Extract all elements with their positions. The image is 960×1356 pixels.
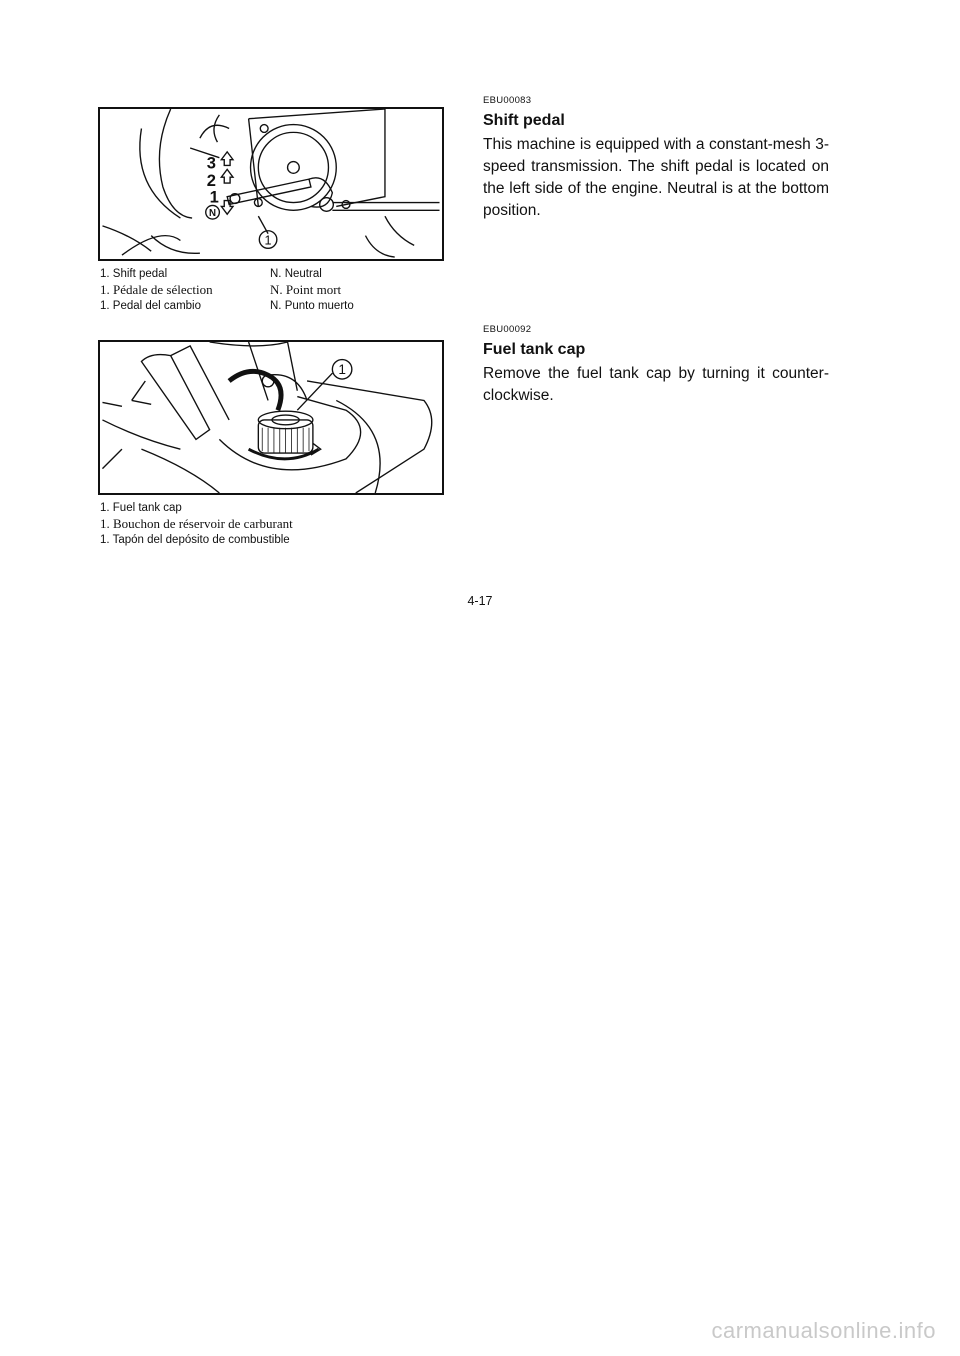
section-code: EBU00083 [483,95,532,106]
fuel-tank-cap-drawing [100,342,442,493]
caption-text: N. Punto muerto [270,300,354,312]
gear-mark-2: 2 [206,170,216,190]
section-code: EBU00092 [483,324,532,335]
caption-text: 1. Bouchon de réservoir de carburant [100,516,293,531]
caption-text: 1. Shift pedal [100,268,168,280]
section-body: This machine is equipped with a constant-mesh 3-speed transmission. The shift pedal is located on the left side of the engine. Neutral is at the bottom position. [483,136,829,219]
up-arrow-icon [221,169,233,183]
caption-row-en [100,266,354,282]
gear-mark-1: 1 [209,187,219,207]
caption-text: 1. Fuel tank cap [100,502,182,514]
caption-row-es [100,532,293,548]
caption-text: N. Point mort [270,282,342,297]
caption-text: 1. Tapón del depósito de combustible [100,534,290,546]
gear-mark-3: 3 [206,153,216,173]
caption-row-fr [100,516,293,532]
shift-pedal-drawing [100,109,442,259]
page-number: 4-17 [467,594,493,608]
section-body: Remove the fuel tank cap by turning it counter-clockwise. [483,365,829,404]
caption-row-es [100,298,354,314]
shift-pedal-illustration [98,107,444,261]
callout-1: 1 [264,233,272,248]
caption-text: 1. Pedal del cambio [100,300,202,312]
caption-text: 1. Pédale de sélection [100,282,213,297]
caption-row-fr [100,282,354,298]
fuel-tank-cap-illustration [98,340,444,495]
gear-mark-n: N [209,208,217,220]
callout-1: 1 [338,362,346,378]
shift-pedal-caption [100,266,354,314]
section-heading: Fuel tank cap [483,341,586,358]
caption-row-en [100,500,293,516]
section-fuel-tank-cap [483,324,829,407]
caption-text: N. Neutral [270,268,322,280]
section-shift-pedal [483,95,829,222]
fuel-tank-cap-caption [100,500,293,548]
up-arrow-icon [221,152,233,166]
section-heading: Shift pedal [483,112,565,129]
watermark: carmanualsonline.info [711,1318,936,1343]
